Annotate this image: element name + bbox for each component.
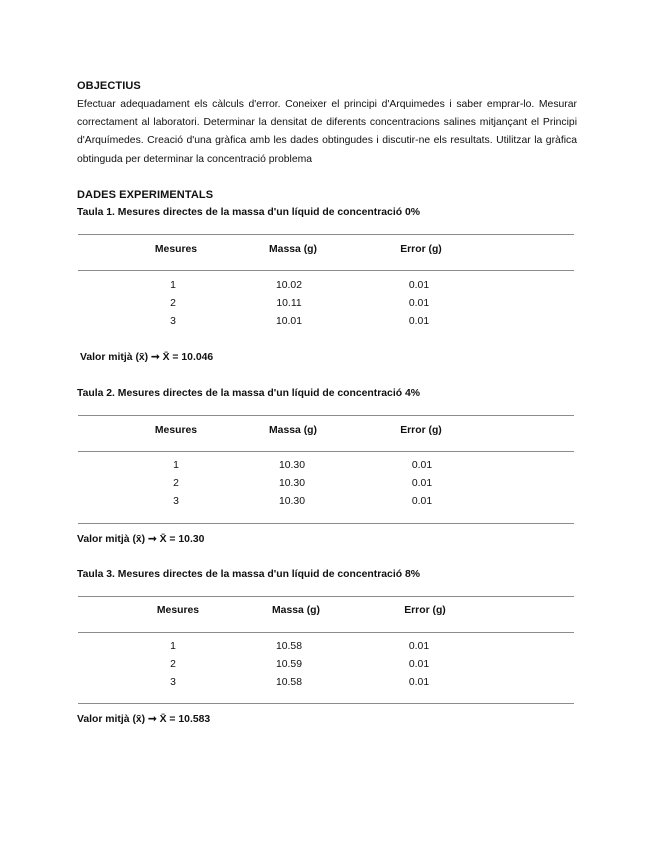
- table-1-cell: 1: [170, 280, 176, 291]
- table-2-top-rule: [78, 415, 574, 416]
- table-3-cell: 3: [170, 677, 176, 688]
- table-3-cell: 0.01: [408, 677, 430, 688]
- table-2-header-error: Error (g): [400, 425, 442, 436]
- table-2-header-massa: Massa (g): [269, 425, 317, 436]
- dades-heading: DADES EXPERIMENTALS: [77, 189, 214, 201]
- objectius-paragraph: Efectuar adequadament els càlculs d'error. Coneixer el principi d'Arquimedes i saber emprar-lo. Mesurar correctament al laboratori. Determinar la densitat de diferents concentracions salines mitjançant el Principi d'Arquímedes. Creació d'una gràfica amb les dades obtingudes i discutir-ne els resultats. Utilitzar la gràfica obtinguda per determinar la concentració problema: [77, 99, 577, 165]
- table-3-cell: 10.59: [275, 659, 302, 670]
- table-3-bottom-rule: [78, 703, 574, 704]
- table-2-cell: 10.30: [278, 460, 305, 471]
- table-3-header-rule: [78, 632, 574, 633]
- table-2-bottom-rule: [78, 523, 574, 524]
- table-3-cell: 10.58: [275, 677, 302, 688]
- table-1-cell: 0.01: [408, 298, 430, 309]
- table-1-cell: 10.02: [275, 280, 302, 291]
- table-1-cell: 0.01: [408, 280, 430, 291]
- table-2-header-rule: [78, 451, 574, 452]
- table-1-header-massa: Massa (g): [269, 244, 317, 255]
- table-2-cell: 0.01: [411, 496, 433, 507]
- table-1-cell: 3: [170, 316, 176, 327]
- table-1-header-error: Error (g): [400, 244, 442, 255]
- table-2-cell: 2: [173, 478, 179, 489]
- table-2-cell: 10.30: [278, 478, 305, 489]
- table-2-cell: 0.01: [411, 460, 433, 471]
- table-3-caption: Taula 3. Mesures directes de la massa d'un líquid de concentració 8%: [77, 569, 420, 580]
- table-1-mean: Valor mitjà (x̄) ➞ X̄ = 10.046: [80, 352, 214, 363]
- table-2-caption: Taula 2. Mesures directes de la massa d'un líquid de concentració 4%: [77, 388, 420, 399]
- table-3-mean: Valor mitjà (x̄) ➞ X̄ = 10.583: [77, 714, 211, 725]
- table-2-mean: Valor mitjà (x̄) ➞ X̄ = 10.30: [77, 534, 205, 545]
- table-1-header-rule: [78, 270, 574, 271]
- table-3-header-massa: Massa (g): [272, 605, 320, 616]
- table-3-cell: 0.01: [408, 659, 430, 670]
- table-2-cell: 10.30: [278, 496, 305, 507]
- table-2-cell: 1: [173, 460, 179, 471]
- table-1-header-mesures: Mesures: [154, 244, 198, 255]
- table-2-cell: 0.01: [411, 478, 433, 489]
- table-3-header-error: Error (g): [404, 605, 446, 616]
- table-1-cell: 10.01: [275, 316, 302, 327]
- table-1-caption: Taula 1. Mesures directes de la massa d'un líquid de concentració 0%: [77, 207, 420, 218]
- table-1-cell: 10.11: [276, 298, 302, 309]
- table-2-cell: 3: [173, 496, 179, 507]
- table-1-cell: 2: [170, 298, 176, 309]
- table-3-cell: 2: [170, 659, 176, 670]
- table-2-header-mesures: Mesures: [154, 425, 198, 436]
- table-3-header-mesures: Mesures: [156, 605, 200, 616]
- table-3-cell: 1: [170, 641, 176, 652]
- objectius-heading: OBJECTIUS: [77, 80, 141, 92]
- table-1-cell: 0.01: [408, 316, 430, 327]
- table-3-cell: 0.01: [408, 641, 430, 652]
- table-1-top-rule: [78, 234, 574, 235]
- table-3-top-rule: [78, 596, 574, 597]
- table-3-cell: 10.58: [275, 641, 302, 652]
